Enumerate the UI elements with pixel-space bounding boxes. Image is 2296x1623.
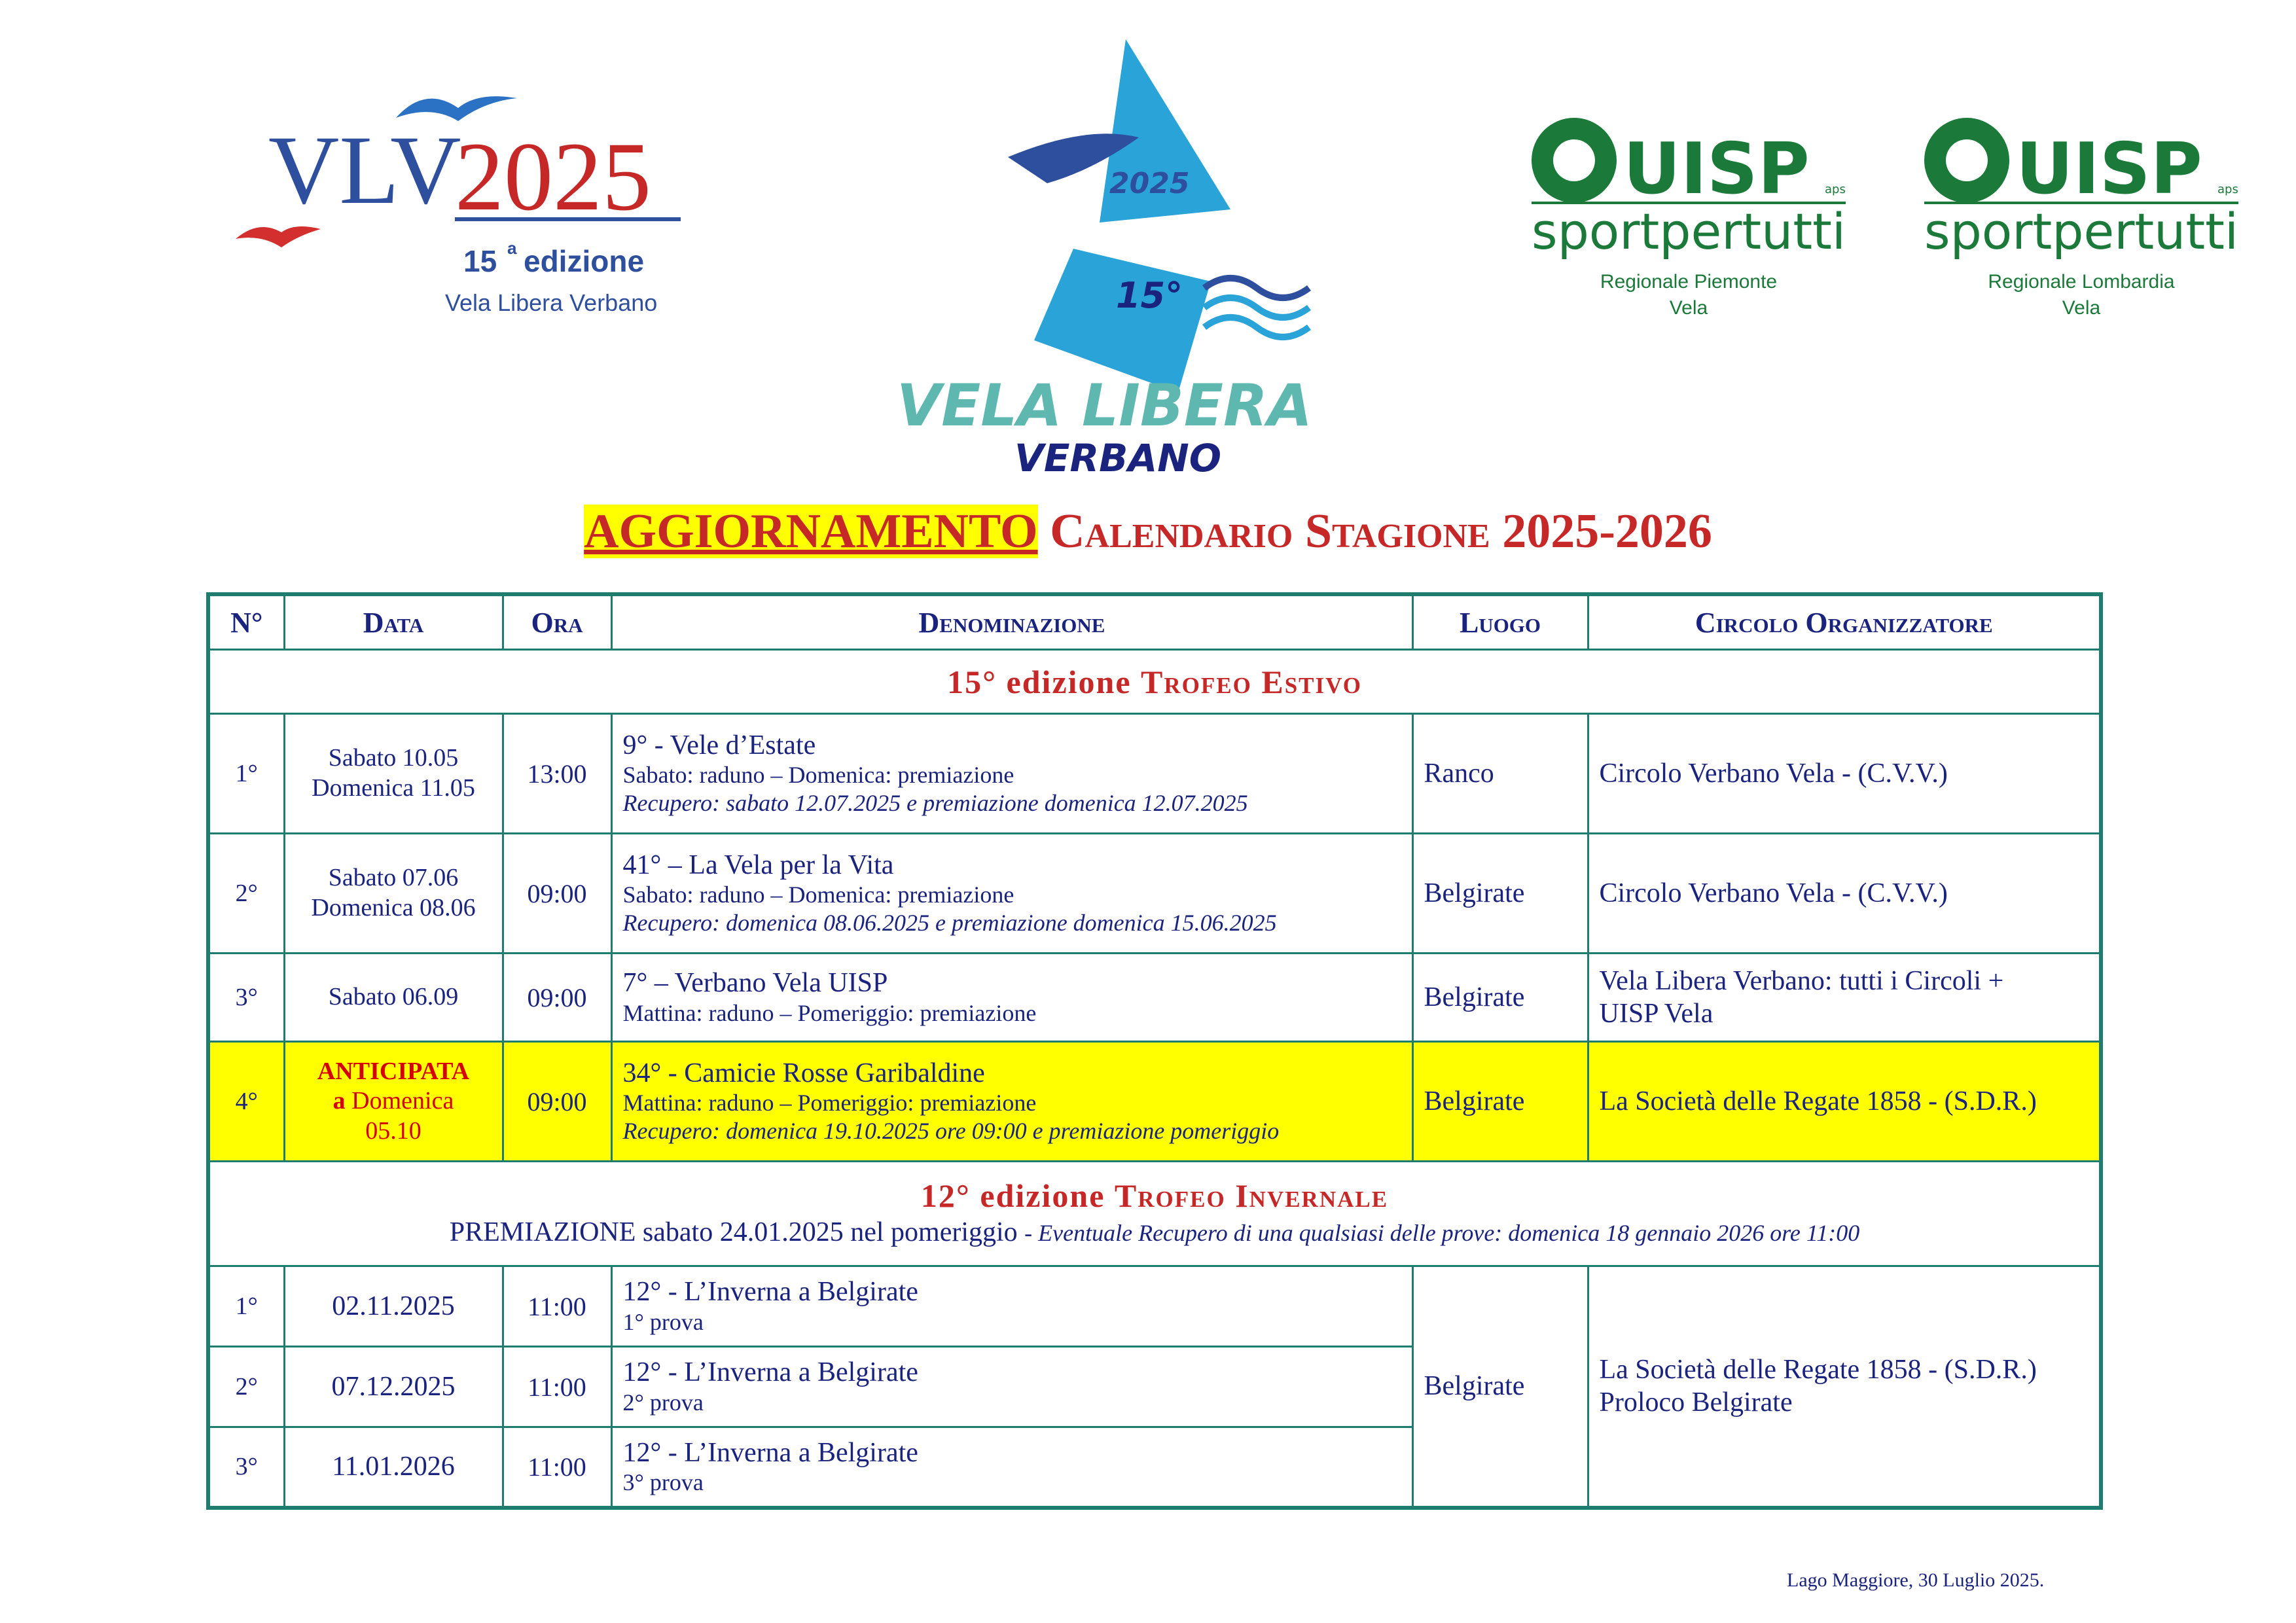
cell-ora: 11:00 xyxy=(503,1347,611,1427)
cell-denominazione xyxy=(611,1427,1412,1508)
table-row xyxy=(208,714,2101,834)
section-edition: 12° edizione xyxy=(920,1177,1105,1215)
table-row-highlighted xyxy=(208,1042,2101,1162)
uisp-tagline: sportpertutti xyxy=(1924,202,2238,260)
cell-denominazione xyxy=(611,834,1412,954)
uisp-lombardia-logo xyxy=(1918,111,2245,334)
cell-num: 3° xyxy=(208,1427,284,1508)
date-line: Sabato 07.06 xyxy=(328,864,459,892)
event-title: 12° - L’Inverna a Belgirate xyxy=(622,1357,918,1388)
title-rest: Calendario Stagione xyxy=(1050,505,1490,558)
section-edition: 15° edizione xyxy=(947,663,1132,700)
uisp-sport: Vela xyxy=(2062,297,2101,319)
cell-ora: 09:00 xyxy=(503,1042,611,1162)
uisp-brand: UISP xyxy=(2016,128,2202,210)
page-title xyxy=(0,504,2296,560)
event-title: 12° - L’Inverna a Belgirate xyxy=(622,1277,918,1308)
header-denominazione: Denominazione xyxy=(611,594,1412,650)
anticipata-label: ANTICIPATA xyxy=(317,1057,470,1085)
cell-date: 07.12.2025 xyxy=(284,1347,503,1427)
cell-luogo: Belgirate xyxy=(1412,834,1588,954)
event-sub: 2° prova xyxy=(622,1389,704,1416)
cell-num: 3° xyxy=(208,954,284,1042)
cell-luogo: Belgirate xyxy=(1412,1042,1588,1162)
header-circolo: Circolo Organizzatore xyxy=(1588,594,2101,650)
calendar-table xyxy=(206,592,2103,1510)
circolo-line: Proloco Belgirate xyxy=(1599,1387,1793,1418)
header-luogo: Luogo xyxy=(1412,594,1588,650)
cell-num: 1° xyxy=(208,714,284,834)
uisp-brand: UISP xyxy=(1623,128,1810,210)
recupero-note: - Eventuale Recupero di una qualsiasi delle prove: domenica 18 gennaio 2026 ore 11:00 xyxy=(1024,1220,1860,1247)
title-years: 2025-2026 xyxy=(1502,505,1712,558)
cell-ora: 09:00 xyxy=(503,954,611,1042)
cell-circolo: Circolo Verbano Vela - (C.V.V.) xyxy=(1588,834,2101,954)
vela-line2: VERBANO xyxy=(1014,436,1222,478)
uisp-tagline: sportpertutti xyxy=(1532,202,1846,260)
vela-libera-verbano-logo xyxy=(877,26,1388,478)
event-title: 12° - L’Inverna a Belgirate xyxy=(622,1437,918,1468)
table-header-row xyxy=(208,594,2101,650)
table-row xyxy=(208,834,2101,954)
cell-date xyxy=(284,834,503,954)
anticipata-a: a xyxy=(332,1087,346,1115)
cell-date: 11.01.2026 xyxy=(284,1427,503,1508)
footer-date-note: Lago Maggiore, 30 Luglio 2025. xyxy=(1787,1569,2045,1591)
cell-denominazione xyxy=(611,954,1412,1042)
header-num: N° xyxy=(208,594,284,650)
event-sub: 3° prova xyxy=(622,1469,704,1495)
vlv-letters: VLV xyxy=(268,116,461,224)
cell-luogo: Ranco xyxy=(1412,714,1588,834)
vlv-name: Vela Libera Verbano xyxy=(445,289,658,316)
cell-ora: 11:00 xyxy=(503,1427,611,1508)
circolo-line: La Società delle Regate 1858 - (S.D.R.) xyxy=(1599,1354,2037,1385)
vela-year: 2025 xyxy=(1109,167,1190,200)
cell-date xyxy=(284,1042,503,1162)
uisp-region: Regionale Lombardia xyxy=(1988,271,2175,293)
circolo-line: Vela Libera Verbano: tutti i Circoli + xyxy=(1599,965,2004,996)
cell-circolo: La Società delle Regate 1858 - (S.D.R.) xyxy=(1588,1042,2101,1162)
title-highlight: AGGIORNAMENTO xyxy=(584,505,1038,558)
cell-ora: 09:00 xyxy=(503,834,611,954)
event-title: 9° - Vele d’Estate xyxy=(622,730,816,760)
vela-line1: VELA LIBERA xyxy=(897,372,1312,439)
date-line: Sabato 10.05 xyxy=(328,744,459,772)
cell-ora: 13:00 xyxy=(503,714,611,834)
header-data: Data xyxy=(284,594,503,650)
date-value: 05.10 xyxy=(365,1116,422,1145)
cell-circolo xyxy=(1588,954,2101,1042)
cell-denominazione xyxy=(611,1266,1412,1347)
vela-edition: 15° xyxy=(1116,275,1183,316)
cell-num: 2° xyxy=(208,834,284,954)
cell-luogo: Belgirate xyxy=(1412,954,1588,1042)
header-ora: Ora xyxy=(503,594,611,650)
cell-ora: 11:00 xyxy=(503,1266,611,1347)
sail-icon xyxy=(1034,249,1211,393)
vlv-edition-word: edizione xyxy=(524,244,645,278)
seagull-icon xyxy=(236,226,321,247)
table-row xyxy=(208,954,2101,1042)
vlv-year: 2025 xyxy=(455,122,651,231)
vlv-edition-sup: a xyxy=(507,238,517,258)
uisp-aps: aps xyxy=(1825,183,1846,196)
section-subtitle xyxy=(221,1215,2089,1251)
vlv-edition-num: 15 xyxy=(463,244,497,278)
section-title xyxy=(208,650,2101,714)
cell-denominazione xyxy=(611,1042,1412,1162)
section-header-cell xyxy=(208,1162,2101,1266)
uisp-region: Regionale Piemonte xyxy=(1600,271,1778,293)
event-sub: Mattina: raduno – Pomeriggio: premiazione xyxy=(622,999,1037,1026)
cell-date xyxy=(284,714,503,834)
event-title: 34° - Camicie Rosse Garibaldine xyxy=(622,1058,985,1088)
premiazione-text: PREMIAZIONE sabato 24.01.2025 nel pomeriggio xyxy=(449,1217,1018,1248)
event-title: 41° – La Vela per la Vita xyxy=(622,849,894,880)
cell-circolo: Circolo Verbano Vela - (C.V.V.) xyxy=(1588,714,2101,834)
circolo-line: UISP Vela xyxy=(1599,999,1713,1029)
section-name: Trofeo Invernale xyxy=(1114,1177,1389,1215)
event-recupero: Recupero: domenica 19.10.2025 ore 09:00 e premiazione pomeriggio xyxy=(622,1118,1280,1145)
cell-num: 4° xyxy=(208,1042,284,1162)
cell-luogo: Belgirate xyxy=(1412,1266,1588,1508)
cell-num: 2° xyxy=(208,1347,284,1427)
cell-denominazione xyxy=(611,714,1412,834)
vlv-2025-logo xyxy=(229,72,687,327)
cell-num: 1° xyxy=(208,1266,284,1347)
event-sub: Mattina: raduno – Pomeriggio: premiazione xyxy=(622,1089,1037,1116)
section-summer xyxy=(208,650,2101,714)
uisp-aps: aps xyxy=(2217,183,2238,196)
event-sub: 1° prova xyxy=(622,1308,704,1335)
event-recupero: Recupero: sabato 12.07.2025 e premiazione domenica 12.07.2025 xyxy=(622,790,1248,817)
event-sub: Sabato: raduno – Domenica: premiazione xyxy=(622,881,1014,908)
event-title: 7° – Verbano Vela UISP xyxy=(622,968,888,999)
cell-date: Sabato 06.09 xyxy=(284,954,503,1042)
table-row xyxy=(208,1266,2101,1347)
uisp-sport: Vela xyxy=(1669,297,1708,319)
section-name: Trofeo Estivo xyxy=(1141,663,1362,700)
cell-circolo xyxy=(1588,1266,2101,1508)
date-line: Domenica 08.06 xyxy=(311,894,476,921)
section-winter xyxy=(208,1162,2101,1266)
section-title xyxy=(221,1177,2089,1215)
date-line: Domenica 11.05 xyxy=(312,774,475,802)
uisp-piemonte-logo xyxy=(1525,111,1852,334)
cell-date: 02.11.2025 xyxy=(284,1266,503,1347)
cell-denominazione xyxy=(611,1347,1412,1427)
date-word: Domenica xyxy=(351,1087,454,1115)
event-sub: Sabato: raduno – Domenica: premiazione xyxy=(622,761,1014,788)
event-recupero: Recupero: domenica 08.06.2025 e premiazione domenica 15.06.2025 xyxy=(622,910,1277,936)
